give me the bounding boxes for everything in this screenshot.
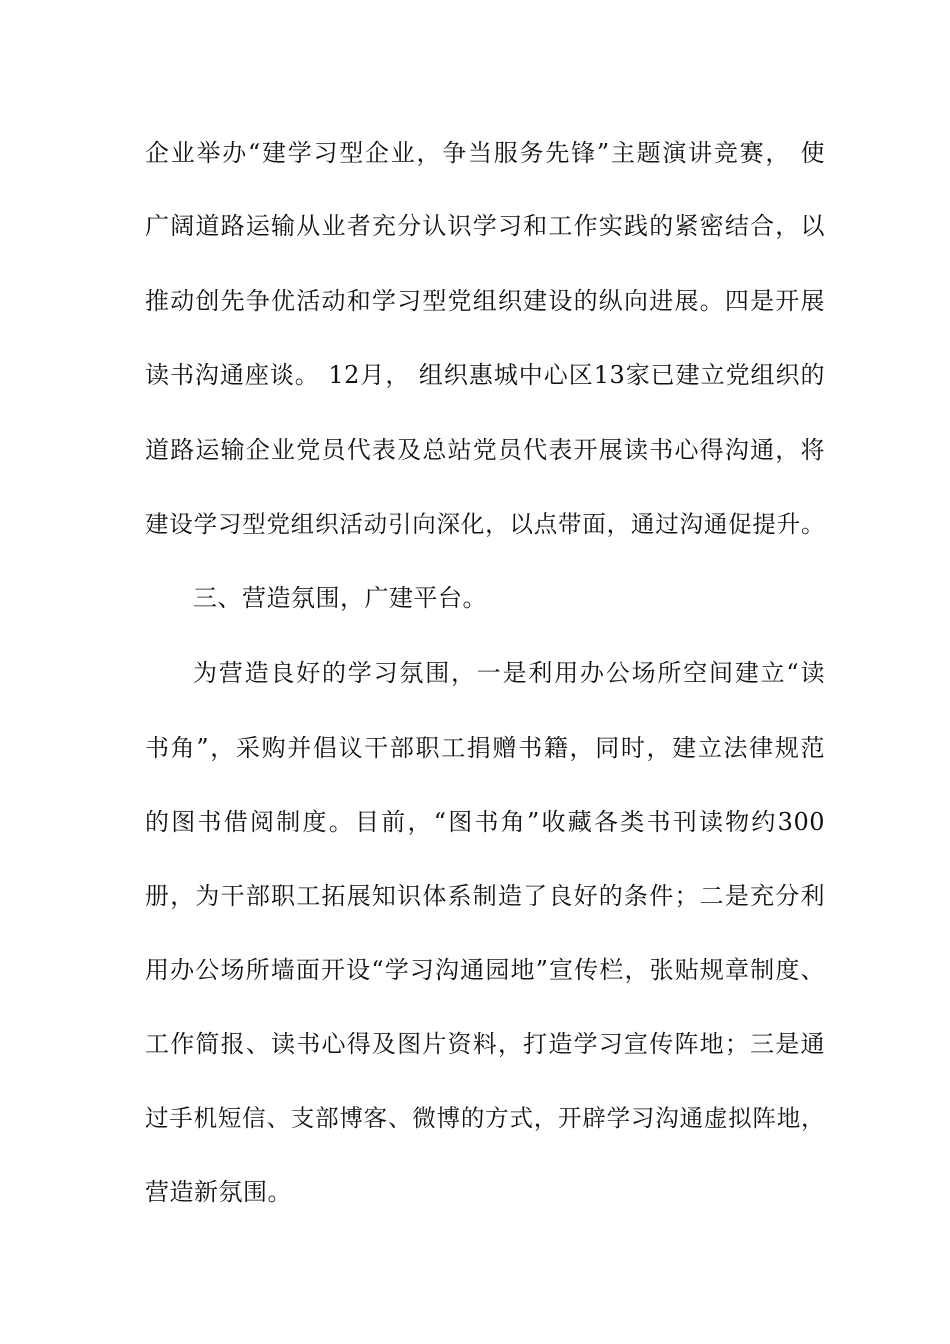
paragraph-line: 建设学习型党组织活动引向深化，以点带面，通过沟通促提升。 <box>145 510 825 538</box>
paragraph-line: 营造新氛围。 <box>145 1178 292 1206</box>
paragraph-line: 册，为干部职工拓展知识体系制造了良好的条件；二是充分利 <box>145 882 825 910</box>
paragraph-line: 书角”，采购并倡议干部职工捐赠书籍，同时，建立法律规范 <box>145 734 825 762</box>
section-heading: 三、营造氛围，广建平台。 <box>193 584 487 612</box>
paragraph-line: 工作简报、读书心得及图片资料，打造学习宣传阵地；三是通 <box>145 1030 825 1058</box>
paragraph-line: 读书沟通座谈。 12月， 组织惠城中心区13家已建立党组织的 <box>145 361 825 389</box>
paragraph-line: 的图书借阅制度。目前，“图书角”收藏各类书刊读物约300 <box>145 808 825 836</box>
paragraph-line: 道路运输企业党员代表及总站党员代表开展读书心得沟通，将 <box>145 436 825 464</box>
paragraph-line: 企业举办“建学习型企业，争当服务先锋”主题演讲竞赛， 使 <box>145 139 825 167</box>
paragraph-line: 过手机短信、支部博客、微博的方式，开辟学习沟通虚拟阵地， <box>145 1104 825 1132</box>
paragraph-line: 用办公场所墙面开设“学习沟通园地”宣传栏，张贴规章制度、 <box>145 956 825 984</box>
paragraph-line: 为营造良好的学习氛围，一是利用办公场所空间建立“读 <box>193 659 825 687</box>
paragraph-line: 广阔道路运输从业者充分认识学习和工作实践的紧密结合，以 <box>145 212 825 240</box>
paragraph-line: 推动创先争优活动和学习型党组织建设的纵向进展。四是开展 <box>145 287 825 315</box>
